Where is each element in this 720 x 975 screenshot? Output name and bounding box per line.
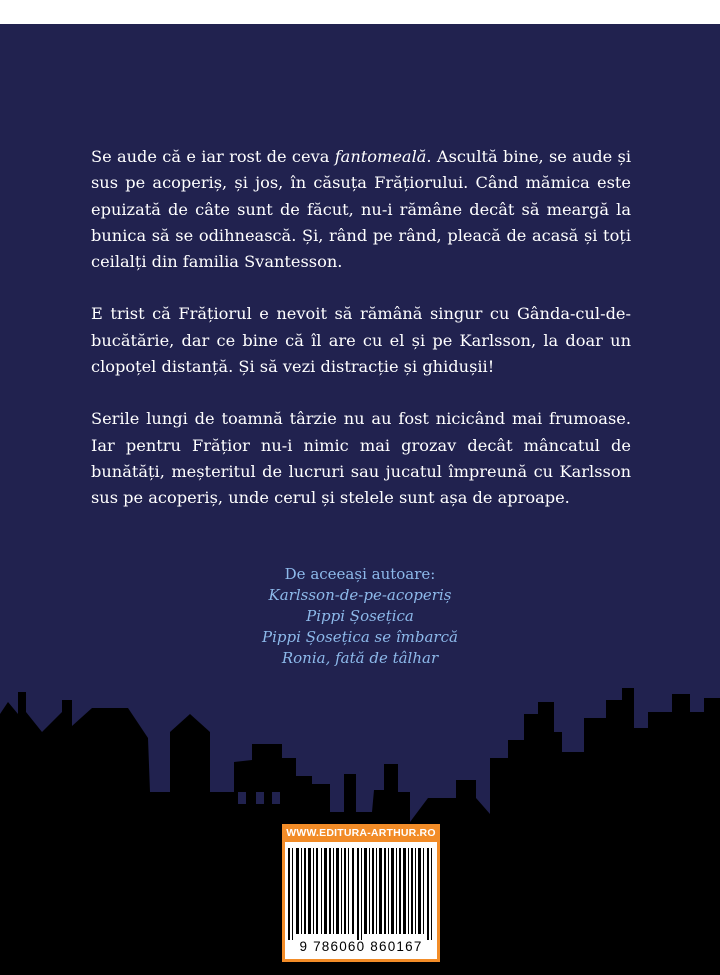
other-book-title: Karlsson-de-pe-acoperiș (268, 586, 452, 604)
publisher-url: WWW.EDITURA-ARTHUR.RO (282, 824, 440, 842)
other-books (0, 564, 720, 669)
back-cover (0, 24, 720, 975)
other-book-title: Ronia, fată de tâlhar (281, 649, 439, 667)
blurb-emphasis: fantomeală (334, 147, 427, 166)
blurb-text: Se aude că e iar rost de ceva (91, 147, 335, 166)
other-book-title: Pippi Șosețica se îmbarcă (262, 628, 458, 646)
blurb (91, 144, 631, 538)
barcode-bars (286, 848, 436, 940)
blurb-paragraph-2: E trist că Frățiorul e nevoit să rămână singur cu Gânda-cul-de-bucătărie, dar ce bine că îl are cu el și pe Karlsson, la doar un clopoțel distanță. Și să vezi distracție și ghidușii! (91, 304, 631, 377)
blurb-paragraph-3: Serile lungi de toamnă târzie nu au fost nicicând mai frumoase. Iar pentru Frățior nu-i nimic mai grozav decât mâncatul de bunătăți, meșteritul de lucruri sau jucatul împreună cu Karlsson sus pe acoperiș, unde cerul și stelele sunt așa de aproape. (91, 409, 631, 508)
other-books-heading: De aceeași autoare: (284, 565, 436, 583)
blurb-text: . Ascultă bine, se aude și sus pe acoperiș, și jos, în căsuța Frățiorului. Când mămica este epuizată de câte sunt de făcut, nu-i rămâne decât să meargă la bunica să se odihnească. Și, rând pe rând, pleacă de acasă și toți ceilalți din familia Svantesson. (91, 147, 631, 272)
isbn-number: 9 786060 860167 (299, 939, 423, 954)
blurb-paragraph-1 (91, 144, 631, 275)
other-book-title: Pippi Șosețica (306, 607, 414, 625)
